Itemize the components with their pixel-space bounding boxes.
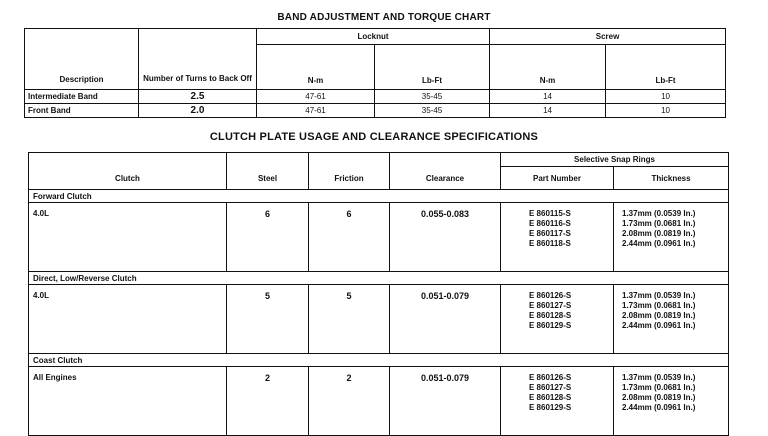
friction-count: 6 <box>309 203 390 272</box>
thickness-list <box>614 203 729 272</box>
friction-count: 5 <box>309 285 390 354</box>
table-row <box>29 285 729 354</box>
steel-count: 2 <box>227 367 309 436</box>
header-friction: Friction <box>309 153 390 190</box>
locknut-lbft: 35-45 <box>375 104 490 118</box>
part-number: E 860118-S <box>529 239 571 248</box>
friction-count: 2 <box>309 367 390 436</box>
table-row <box>29 367 729 436</box>
clutch-spec-table <box>28 152 729 436</box>
thickness-value: 1.37mm (0.0539 In.) <box>622 291 696 300</box>
thickness-list <box>614 367 729 436</box>
clutch-group-header <box>29 354 729 367</box>
steel-count: 5 <box>227 285 309 354</box>
thickness-value: 2.08mm (0.0819 In.) <box>622 311 696 320</box>
band-chart-title: BAND ADJUSTMENT AND TORQUE CHART <box>277 12 491 23</box>
thickness-value: 2.44mm (0.0961 In.) <box>622 239 696 248</box>
thickness-value: 1.37mm (0.0539 In.) <box>622 209 696 218</box>
table-row <box>29 203 729 272</box>
clutch-group-header <box>29 272 729 285</box>
part-number: E 860128-S <box>529 393 572 402</box>
part-number: E 860126-S <box>529 291 572 300</box>
thickness-value: 1.73mm (0.0681 In.) <box>622 219 696 228</box>
part-number: E 860128-S <box>529 311 572 320</box>
clearance-value: 0.051-0.079 <box>390 367 501 436</box>
part-number: E 860115-S <box>529 209 571 218</box>
clutch-group-name: Direct, Low/Reverse Clutch <box>29 272 729 285</box>
header-screw: Screw <box>490 29 726 45</box>
clutch-group-name: Forward Clutch <box>29 190 729 203</box>
thickness-value: 1.73mm (0.0681 In.) <box>622 301 696 310</box>
header-screw-nm: N-m <box>490 45 606 90</box>
part-number: E 860129-S <box>529 403 572 412</box>
band-description: Front Band <box>25 104 139 118</box>
part-number-list <box>501 285 614 354</box>
part-number: E 860127-S <box>529 301 572 310</box>
header-clutch: Clutch <box>29 153 227 190</box>
thickness-value: 2.08mm (0.0819 In.) <box>622 229 696 238</box>
header-steel: Steel <box>227 153 309 190</box>
table-row <box>25 90 726 104</box>
clutch-engine: 4.0L <box>29 285 227 354</box>
part-number: E 860116-S <box>529 219 571 228</box>
screw-lbft: 10 <box>606 90 726 104</box>
clearance-value: 0.055-0.083 <box>390 203 501 272</box>
thickness-value: 2.44mm (0.0961 In.) <box>622 321 696 330</box>
thickness-value: 2.08mm (0.0819 In.) <box>622 393 696 402</box>
screw-nm: 14 <box>490 90 606 104</box>
thickness-value: 2.44mm (0.0961 In.) <box>622 403 696 412</box>
part-number: E 860126-S <box>529 373 572 382</box>
locknut-nm: 47-61 <box>257 90 375 104</box>
band-adjustment-table <box>24 28 726 118</box>
clutch-group-name: Coast Clutch <box>29 354 729 367</box>
header-locknut: Locknut <box>257 29 490 45</box>
screw-lbft: 10 <box>606 104 726 118</box>
header-screw-lbft: Lb-Ft <box>606 45 726 90</box>
header-thickness: Thickness <box>614 167 729 190</box>
locknut-nm: 47-61 <box>257 104 375 118</box>
header-locknut-lbft: Lb-Ft <box>375 45 490 90</box>
header-selective-snap-rings: Selective Snap Rings <box>501 153 729 167</box>
band-turns: 2.5 <box>139 90 257 104</box>
part-number-list <box>501 203 614 272</box>
part-number: E 860127-S <box>529 383 572 392</box>
thickness-list <box>614 285 729 354</box>
band-description: Intermediate Band <box>25 90 139 104</box>
part-number: E 860129-S <box>529 321 572 330</box>
thickness-value: 1.37mm (0.0539 In.) <box>622 373 696 382</box>
locknut-lbft: 35-45 <box>375 90 490 104</box>
clutch-engine: 4.0L <box>29 203 227 272</box>
header-locknut-nm: N-m <box>257 45 375 90</box>
thickness-value: 1.73mm (0.0681 In.) <box>622 383 696 392</box>
clutch-group-header <box>29 190 729 203</box>
table-row <box>25 104 726 118</box>
header-part-number: Part Number <box>501 167 614 190</box>
header-turns: Number of Turns to Back Off <box>139 29 257 90</box>
clearance-value: 0.051-0.079 <box>390 285 501 354</box>
band-turns: 2.0 <box>139 104 257 118</box>
part-number-list <box>501 367 614 436</box>
header-clearance: Clearance <box>390 153 501 190</box>
clutch-engine: All Engines <box>29 367 227 436</box>
header-description: Description <box>25 29 139 90</box>
clutch-spec-title: CLUTCH PLATE USAGE AND CLEARANCE SPECIFICATIONS <box>209 131 539 143</box>
steel-count: 6 <box>227 203 309 272</box>
part-number: E 860117-S <box>529 229 571 238</box>
screw-nm: 14 <box>490 104 606 118</box>
